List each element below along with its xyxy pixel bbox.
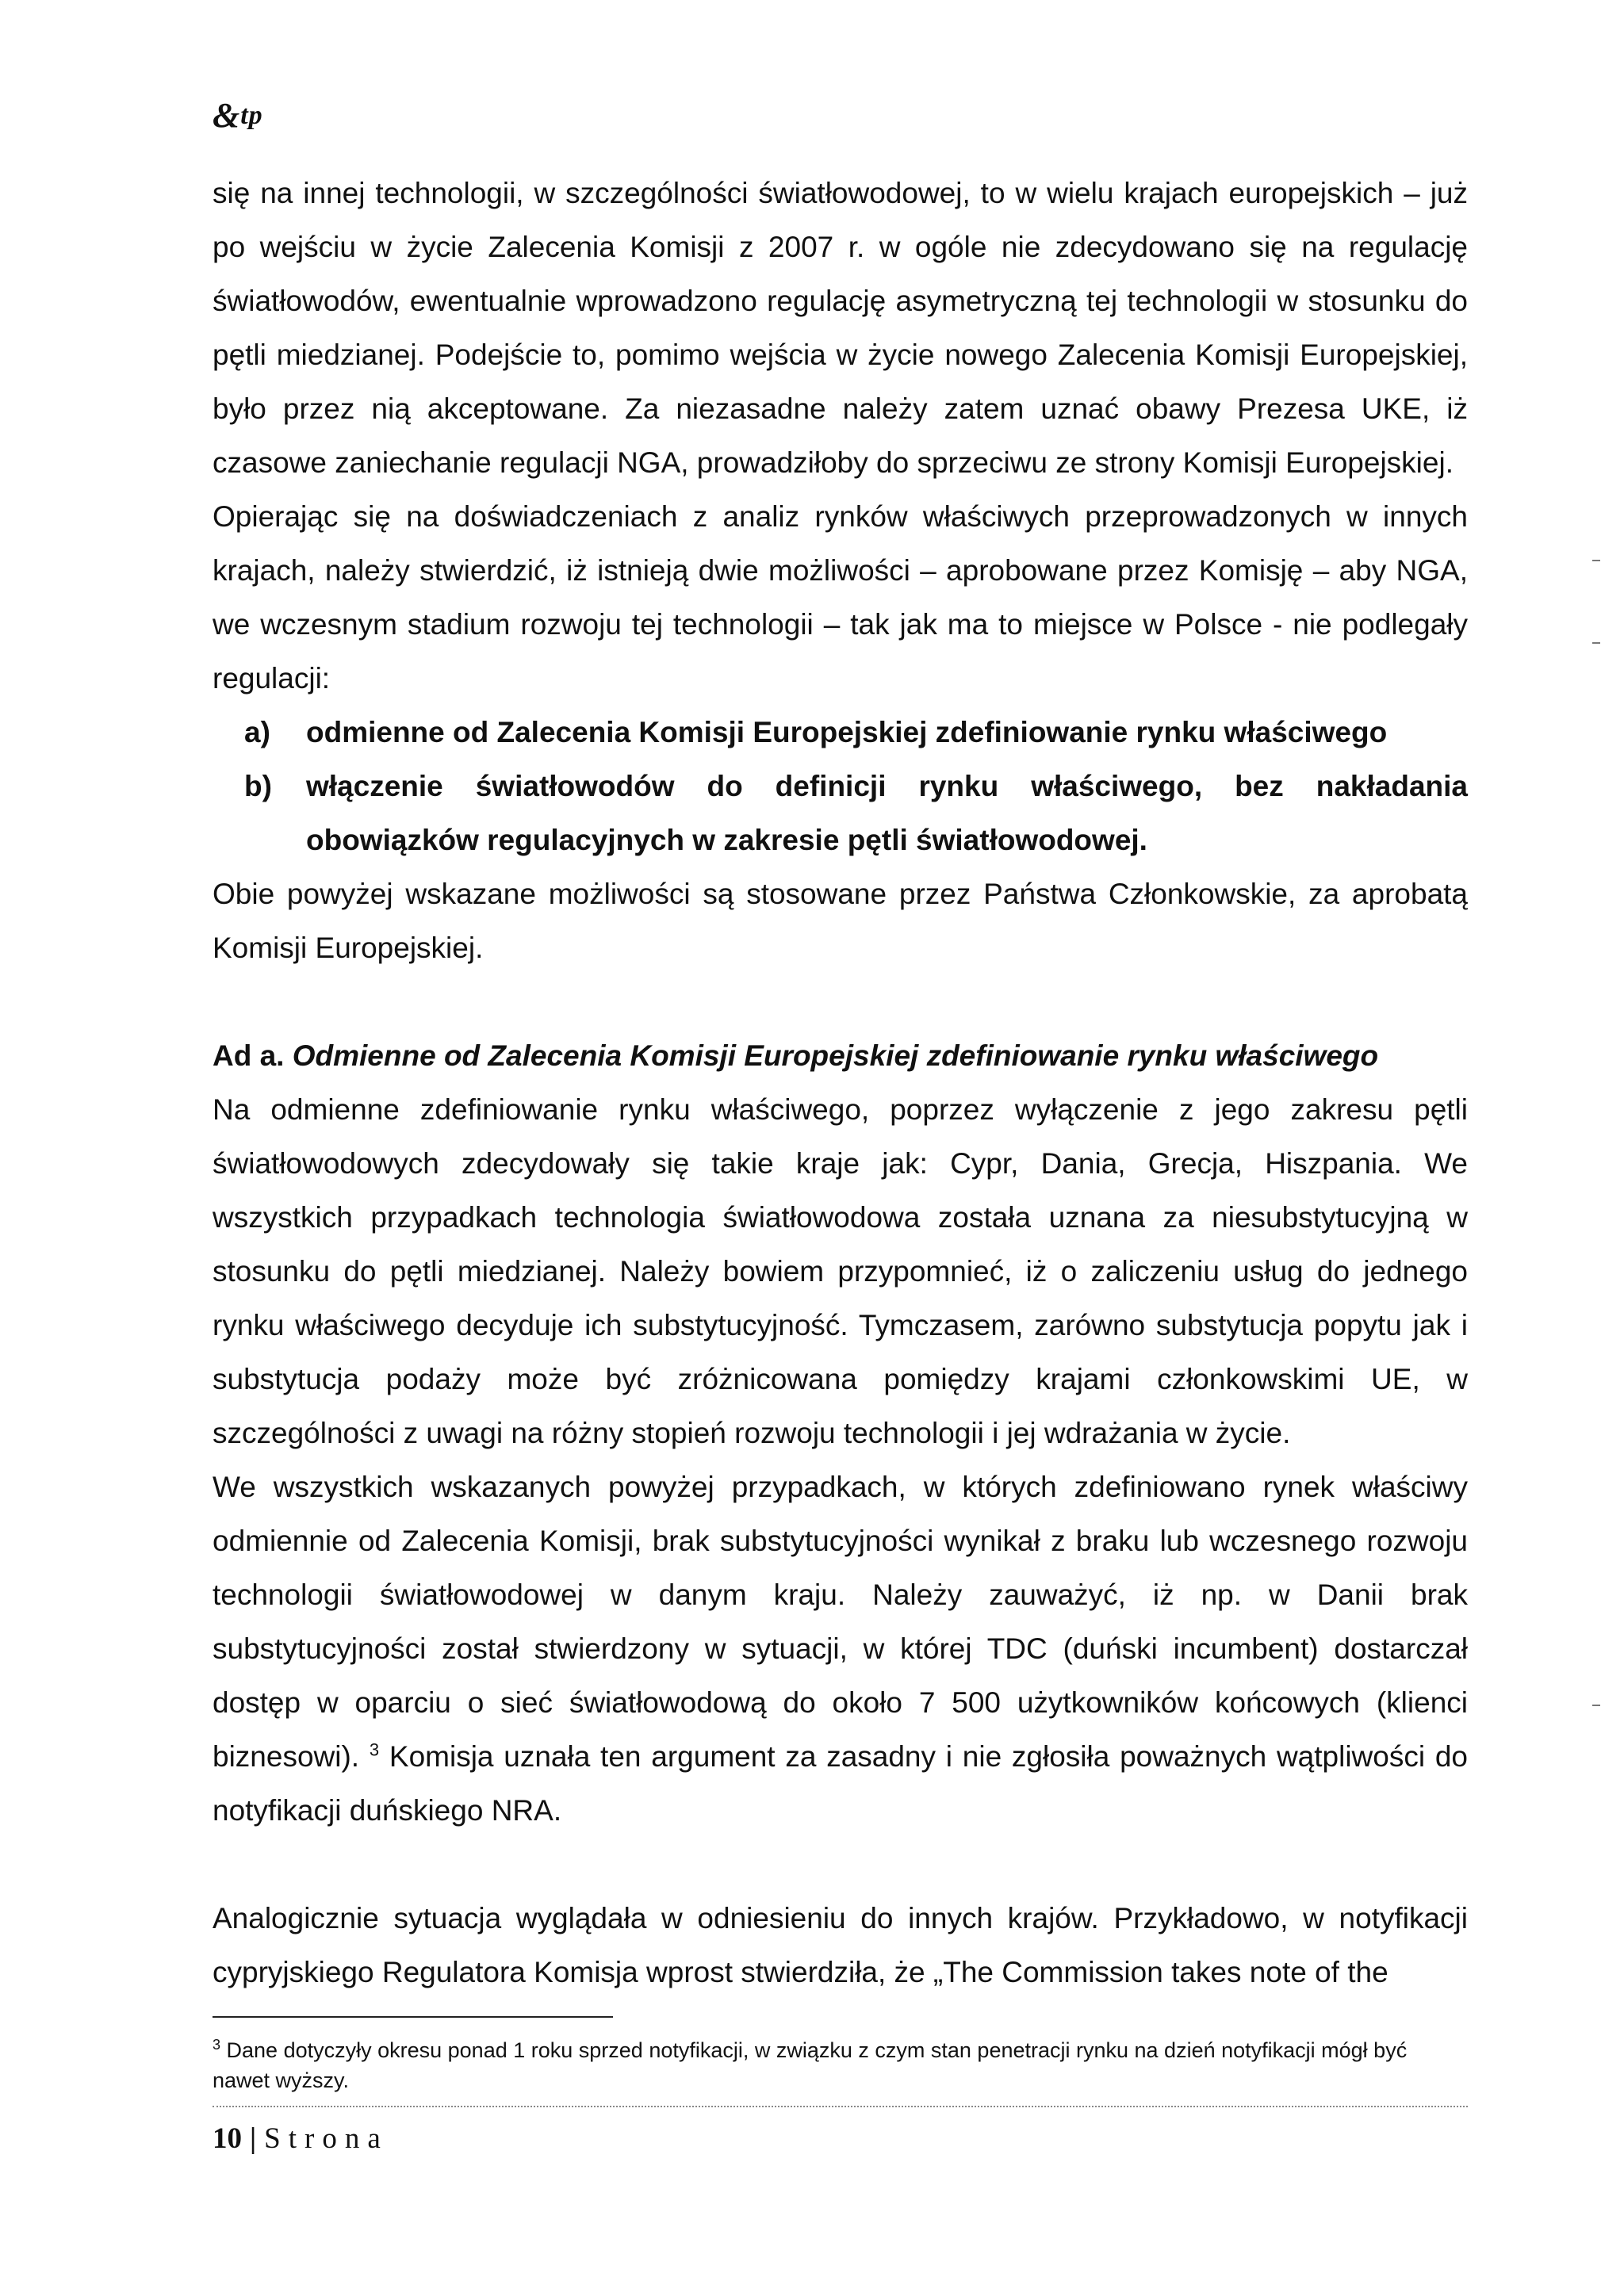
paragraph-6: Analogicznie sytuacja wyglądała w odniesieniu do innych krajów. Przykładowo, w notyfikacji cypryjskiego Regulatora Komisja wprost stwierdziła, że „The Commission takes note of the	[213, 1902, 1468, 1988]
paragraph-1: się na innej technologii, w szczególności światłowodowej, to w wielu krajach europejskich – już po wejściu w życie Zalecenia Komisji z 2007 r. w ogóle nie zdecydowano się na regulację światłowodów, ewentualnie wprowadzono regulację asymetryczną tej technologii w stosunku do pętli miedzianej. Podejście to, pomimo wejścia w życie nowego Zalecenia Komisji Europejskiej, było przez nią akceptowane. Za niezasadne należy zatem uznać obawy Prezesa UKE, iż czasowe zaniechanie regulacji NGA, prowadziłoby do sprzeciwu ze strony Komisji Europejskiej.	[213, 177, 1468, 479]
document-body	[213, 166, 1468, 1999]
options-list	[213, 706, 1468, 867]
logo-text: tp	[240, 101, 263, 130]
page-footer	[213, 2122, 389, 2156]
margin-mark	[1592, 642, 1600, 644]
section-heading	[213, 1029, 1468, 1083]
margin-mark	[1592, 560, 1600, 561]
list-item-text: odmienne od Zalecenia Komisji Europejskiej zdefiniowanie rynku właściwego	[306, 716, 1388, 748]
paragraph-3: Obie powyżej wskazane możliwości są stosowane przez Państwa Członkowskie, za aprobatą Komisji Europejskiej.	[213, 878, 1468, 964]
paragraph-2: Opierając się na doświadczeniach z analiz rynków właściwych przeprowadzonych w innych krajach, należy stwierdzić, iż istnieją dwie możliwości – aprobowane przez Komisję – aby NGA, we wczesnym stadium rozwoju tej technologii – tak jak ma to miejsce w Polsce - nie podlegały regulacji:	[213, 500, 1468, 695]
footnote-text: Dane dotyczyły okresu ponad 1 roku sprzed notyfikacji, w związku z czym stan penetracji rynku na dzień notyfikacji mógł być nawet wyższy.	[213, 2038, 1408, 2092]
paragraph-5	[213, 1460, 1468, 1838]
section-heading-title: Odmienne od Zalecenia Komisji Europejskiej zdefiniowanie rynku właściwego	[292, 1039, 1379, 1072]
paragraph-5-text: We wszystkich wskazanych powyżej przypadkach, w których zdefiniowano rynek właściwy odmiennie od Zalecenia Komisji, brak substytucyjności wynikał z braku lub wczesnego rozwoju technologii światłowodowej w danym kraju. Należy zauważyć, iż np. w Danii brak substytucyjności został stwierdzony w sytuacji, w której TDC (duński incumbent) dostarczał dostęp w oparciu o sieć światłowodową do około 7 500 użytkowników końcowych (klienci biznesowi).	[213, 1471, 1468, 1773]
section-heading-prefix: Ad a.	[213, 1039, 285, 1072]
paragraph-5-continuation: Komisja uznała ten argument za zasadny i nie zgłosiła poważnych wątpliwości do notyfikacji duńskiego NRA.	[213, 1740, 1469, 1827]
list-item	[213, 706, 1468, 760]
paragraph-4: Na odmienne zdefiniowanie rynku właściwego, poprzez wyłączenie z jego zakresu pętli światłowodowych zdecydowały się takie kraje jak: Cypr, Dania, Grecja, Hiszpania. We wszystkich przypadkach technologia światłowodowa została uznana za niesubstytucyjną w stosunku do pętli miedzianej. Należy bowiem przypomnieć, iż o zaliczeniu usług do jednego rynku właściwego decyduje ich substytucyjność. Tymczasem, zarówno substytucja popytu jak i substytucja podaży może być zróżnicowana pomiędzy krajami członkowskimi UE, w szczególności z uwagi na różny stopień rozwoju technologii i jej wdrażania w życie.	[213, 1093, 1468, 1449]
footnote-separator	[213, 2016, 613, 2018]
list-item-text: włączenie światłowodów do definicji rynku właściwego, bez nakładania obowiązków regulacyjnych w zakresie pętli światłowodowej.	[306, 770, 1468, 856]
page-number: 10	[213, 2122, 242, 2155]
list-item	[213, 760, 1468, 867]
footnote-reference: 3	[369, 1739, 380, 1760]
company-logo: &tp	[213, 96, 263, 135]
footer-separator-bar: |	[250, 2122, 257, 2155]
spacer	[213, 1838, 1468, 1892]
footer-separator	[213, 2106, 1468, 2107]
page-label: Strona	[264, 2122, 389, 2155]
list-marker: a)	[244, 716, 270, 748]
footnote-number: 3	[213, 2037, 221, 2053]
margin-mark	[1592, 1705, 1600, 1706]
spacer	[213, 975, 1468, 1029]
list-marker: b)	[244, 770, 272, 802]
footnote	[213, 2030, 1468, 2095]
